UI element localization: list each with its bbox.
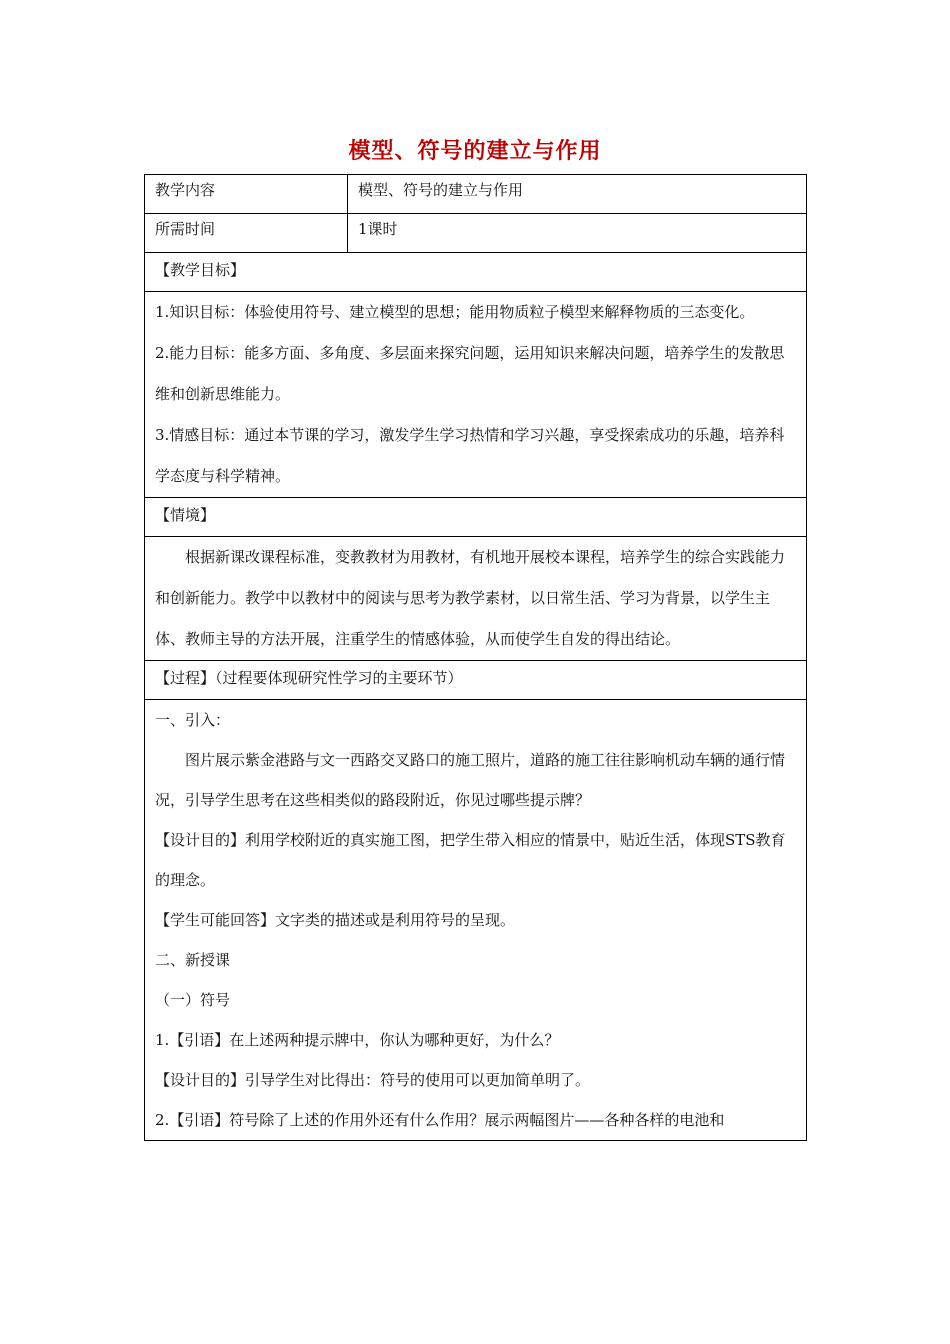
info-row-content	[145, 175, 807, 214]
objectives-body-row	[145, 292, 807, 498]
process-line: 图片展示紫金港路与文一西路交叉路口的施工照片，道路的施工往往影响机动车辆的通行情况，引导学生思考在这些相类似的路段附近，你见过哪些提示牌？	[155, 751, 786, 809]
process-line: 【学生可能回答】文字类的描述或是利用符号的呈现。	[155, 911, 516, 929]
process-line: 【设计目的】引导学生对比得出：符号的使用可以更加简单明了。	[155, 1071, 591, 1089]
process-line: 二、新授课	[155, 951, 231, 969]
process-line: 一、引入：	[155, 711, 231, 729]
context-paragraph: 根据新课改课程标准，变教教材为用教材，有机地开展校本课程，培养学生的综合实践能力和创新能力。教学中以教材中的阅读与思考为教学素材，以日常生活、学习为背景，以学生主体、教师主导的方法开展，注重学生的情感体验，从而使学生自发的得出结论。	[155, 548, 786, 648]
objective-paragraph: 3.情感目标：通过本节课的学习，激发学生学习热情和学习兴趣，享受探索成功的乐趣，培养科学态度与科学精神。	[155, 426, 785, 485]
process-heading: 【过程】（过程要体现研究性学习的主要环节）	[145, 661, 807, 700]
info-label: 所需时间	[145, 214, 348, 253]
process-line: 【设计目的】利用学校附近的真实施工图，把学生带入相应的情景中，贴近生活，体现STS教育的理念。	[155, 831, 786, 889]
objective-paragraph: 2.能力目标：能多方面、多角度、多层面来探究问题，运用知识来解决问题，培养学生的发散思维和创新思维能力。	[155, 344, 785, 403]
info-value: 模型、符号的建立与作用	[348, 175, 807, 214]
info-value: 1课时	[348, 214, 807, 253]
context-heading: 【情境】	[145, 498, 807, 537]
process-line: 1.【引语】在上述两种提示牌中，你认为哪种更好，为什么？	[155, 1031, 560, 1049]
process-body	[145, 700, 807, 1141]
document-title: 模型、符号的建立与作用	[348, 139, 602, 164]
process-body-row	[145, 700, 807, 1141]
process-line: （一）符号	[155, 991, 231, 1009]
context-body-row	[145, 537, 807, 661]
objectives-body	[145, 292, 807, 498]
process-line: 2.【引语】符号除了上述的作用外还有什么作用？展示两幅图片——各种各样的电池和	[155, 1111, 725, 1129]
lesson-plan-table	[144, 174, 807, 1141]
context-heading-row	[145, 498, 807, 537]
objectives-heading: 【教学目标】	[145, 253, 807, 292]
info-label: 教学内容	[145, 175, 348, 214]
objectives-heading-row	[145, 253, 807, 292]
objective-paragraph: 1.知识目标：体验使用符号、建立模型的思想；能用物质粒子模型来解释物质的三态变化。	[155, 303, 755, 321]
context-body	[145, 537, 807, 661]
info-row-duration	[145, 214, 807, 253]
process-heading-row	[145, 661, 807, 700]
